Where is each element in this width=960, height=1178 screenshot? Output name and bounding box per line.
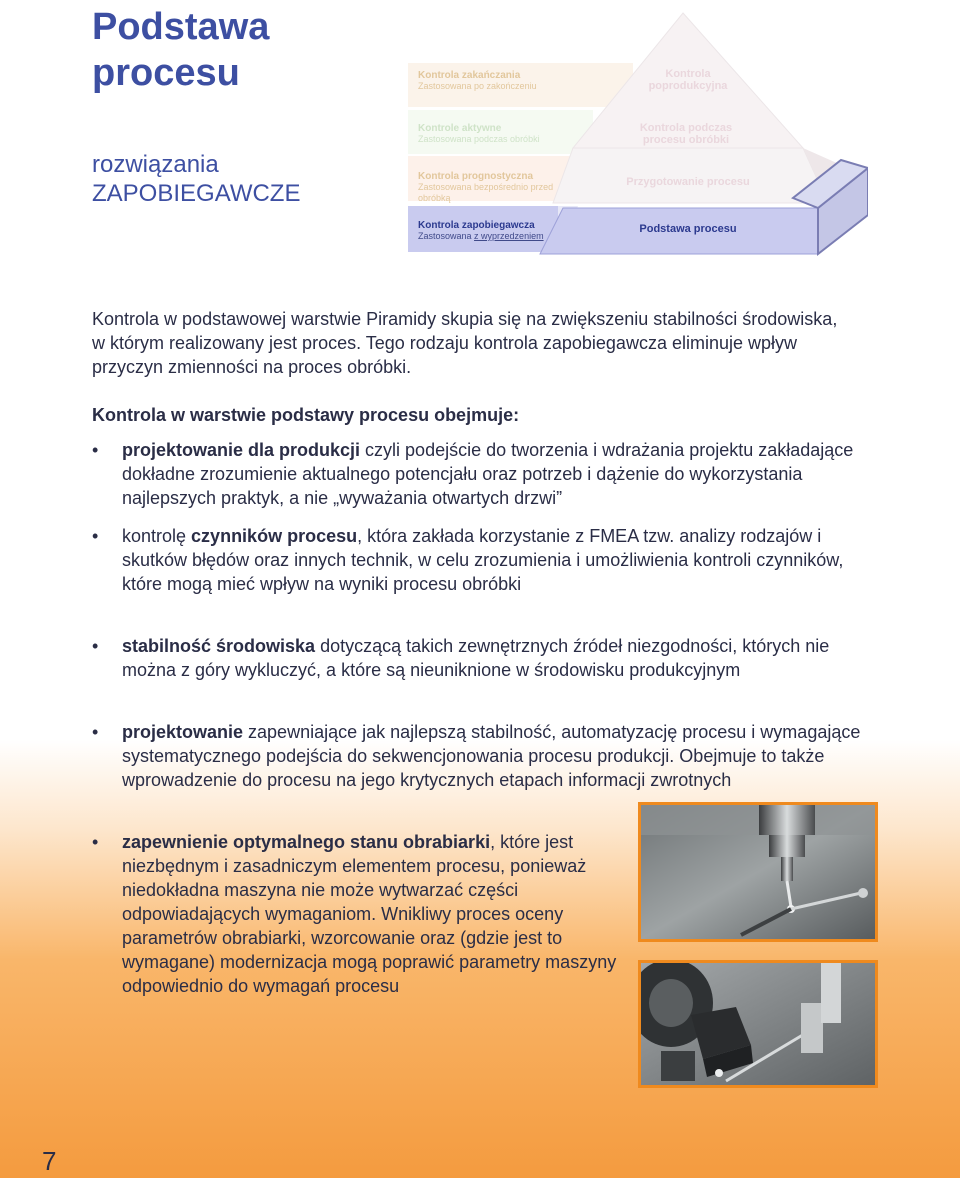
list-item	[92, 438, 872, 510]
intro-paragraph: Kontrola w podstawowej warstwie Piramidy skupia się na zwiększeniu stabilności środowiska, w którym realizowany jest proces. Tego rodzaju kontrola zapobiegawcza eliminuje wpływ przyczyn zmienności na proces obróbki.	[92, 309, 838, 377]
subtitle-line-2: ZAPOBIEGAWCZE	[92, 180, 301, 207]
list-item	[92, 830, 622, 1022]
bullet-marker: •	[92, 636, 99, 656]
list-item-text: kontrolę czynników procesu, która zakłada korzystanie z FMEA tzw. analizy rodzajów i skutków błędów oraz innych technik, w celu zrozumienia i umożliwienia kontroli czynników, które mogą mieć wpływ na wyniki procesu obróbki	[122, 526, 844, 594]
title-line-2: procesu	[92, 52, 240, 94]
tier-3-label: Kontrola prognostyczna Zastosowana bezpośrednio przed obróbką	[418, 171, 554, 203]
bullet-marker: •	[92, 832, 99, 852]
list-lead-heading: Kontrola w warstwie podstawy procesu obejmuje:	[92, 405, 520, 425]
chuck-probe-photo	[638, 960, 878, 1088]
bullet-marker: •	[92, 440, 99, 460]
list-item-text: projektowanie zapewniające jak najlepszą stabilność, automatyzację procesu i wymagające systematycznego podejścia do sekwencjonowania procesu produkcji. Obejmuje to także wprowadzenie do procesu na jego krytycznych etapach informacji zwrotnych	[122, 722, 861, 790]
section-subtitle	[92, 150, 300, 208]
list-item-text: zapewnienie optymalnego stanu obrabiarki, które jest niezbędnym i zasadniczym elementem procesu, ponieważ niedokładna maszyna nie może wytwarzać części odpowiadających wymaganiom. Wnikliwy proces oceny parametrów obrabiarki, wzorcowanie oraz (gdzie jest to wymagane) modernizacja mogą poprawić parametry maszyny odpowiednio do wymagań procesu	[122, 832, 617, 996]
bullet-marker: •	[92, 722, 99, 742]
pyramid-label-base: Podstawa procesu	[639, 223, 737, 235]
list-item	[92, 524, 872, 620]
chuck-illustration	[641, 963, 875, 1085]
list-item-text: projektowanie dla produkcji czyli podejście do tworzenia i wdrażania projektu zakładające dokładne zrozumienie aktualnego potencjału oraz potrzeb i dążenie do wykorzystania najlepszych praktyk, a nie „wyważania otwartych drzwi”	[122, 440, 854, 508]
pyramid-label-top: Kontrola poprodukcyjna	[648, 68, 728, 92]
bullet-marker: •	[92, 526, 99, 546]
list-item	[92, 634, 872, 706]
tier-1-label: Kontrola zakańczania Zastosowana po zakończeniu	[418, 70, 537, 91]
pyramid-label-second: Kontrola podczas procesu obróbki	[639, 122, 733, 146]
pyramid-label-third: Przygotowanie procesu	[626, 176, 750, 188]
title-line-1: Podstawa	[92, 6, 270, 48]
probe-illustration	[641, 805, 875, 939]
control-pyramid-diagram	[408, 8, 868, 258]
list-item-text: stabilność środowiska dotyczącą takich zewnętrznych źródeł niezgodności, których nie można z góry wykluczyć, a które są nieuniknione w środowisku produkcyjnym	[122, 636, 830, 680]
tier-2-label: Kontrole aktywne Zastosowana podczas obróbki	[418, 123, 540, 144]
subtitle-line-1: rozwiązania	[92, 151, 219, 178]
tier-4-label: Kontrola zapobiegawcza Zastosowana z wyprzedzeniem	[418, 220, 544, 241]
page-title	[92, 4, 392, 96]
machine-probe-photo	[638, 802, 878, 942]
page-number: 7	[42, 1146, 57, 1176]
